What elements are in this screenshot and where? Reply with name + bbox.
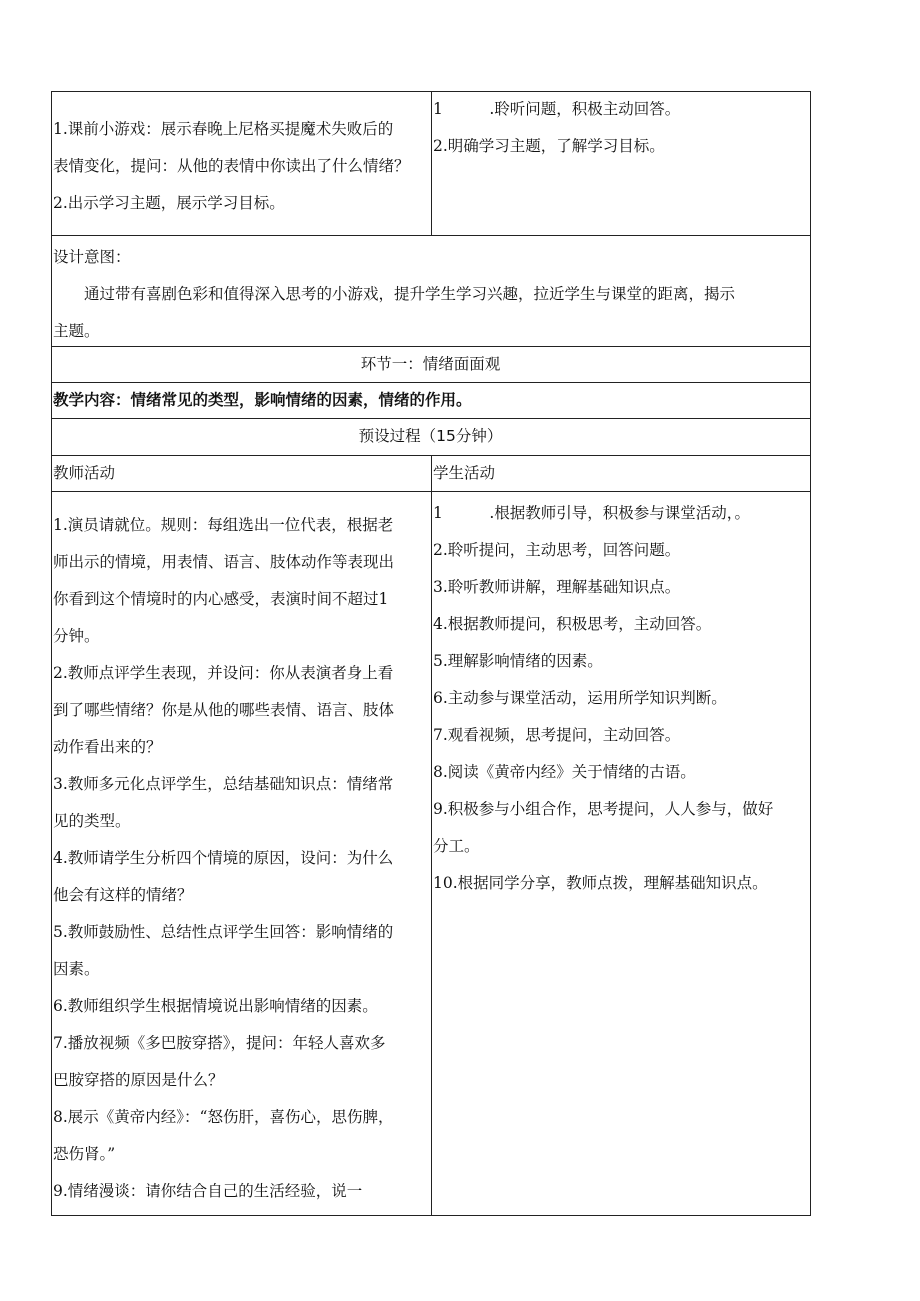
teacher-activity-line: 9.情绪漫谈：请你结合自己的生活经验，说一 — [53, 1182, 363, 1200]
teacher-activity-line: 师出示的情境，用表情、语言、肢体动作等表现出 — [53, 553, 395, 571]
lesson-plan-table — [51, 91, 811, 1216]
student-activity-line: 10.根据同学分享，教师点拨，理解基础知识点。 — [433, 874, 768, 892]
design-intent-cell — [53, 239, 809, 350]
teacher-activity-line: 8.展示《黄帝内经》：“怒伤肝，喜伤心，思伤脾， — [53, 1108, 394, 1126]
teacher-activity-header: 教师活动 — [53, 464, 116, 482]
teacher-activity-line: 见的类型。 — [53, 812, 131, 830]
design-intent-text: 通过带有喜剧色彩和值得深入思考的小游戏，提升学生学习兴趣，拉近学生与课堂的距离，揭示 — [53, 285, 736, 303]
intro-teacher-line: 1.课前小游戏：展示春晚上尼格买提魔术失败后的 — [53, 120, 394, 138]
design-intent-text: 主题。 — [53, 322, 100, 340]
teacher-activity-line: 巴胺穿搭的原因是什么？ — [53, 1071, 224, 1089]
teacher-activity-line: 4.教师请学生分析四个情境的原因，设问：为什么 — [53, 849, 394, 867]
teacher-activity-list — [53, 507, 431, 1210]
process-title: 预设过程（15分钟） — [358, 427, 503, 445]
teacher-activity-line: 5.教师鼓励性、总结性点评学生回答：影响情绪的 — [53, 923, 394, 941]
intro-teacher-cell — [53, 111, 431, 222]
student-activity-line: 6.主动参与课堂活动，运用所学知识判断。 — [433, 689, 727, 707]
teacher-activity-line: 你看到这个情境时的内心感受，表演时间不超过1 — [53, 590, 389, 608]
student-activity-line: 9.积极参与小组合作，思考提问，人人参与，做好 — [433, 800, 774, 818]
teaching-content: 教学内容：情绪常见的类型，影响情绪的因素，情绪的作用。 — [53, 391, 472, 409]
student-activity-header: 学生活动 — [433, 464, 496, 482]
teacher-activity-line: 3.教师多元化点评学生，总结基础知识点：情绪常 — [53, 775, 394, 793]
teacher-activity-line: 动作看出来的？ — [53, 738, 162, 756]
teacher-activity-line: 分钟。 — [53, 627, 100, 645]
teacher-activity-line: 7.播放视频《多巴胺穿搭》，提问：年轻人喜欢多 — [53, 1034, 386, 1052]
intro-student-line: 2.明确学习主题，了解学习目标。 — [433, 137, 665, 155]
teacher-activity-line: 因素。 — [53, 960, 100, 978]
intro-student-cell — [433, 91, 811, 165]
student-activity-line: 2.聆听提问，主动思考，回答问题。 — [433, 541, 681, 559]
teacher-activity-line: 2.教师点评学生表现，并设问：你从表演者身上看 — [53, 664, 394, 682]
teacher-activity-line: 恐伤肾。” — [53, 1145, 116, 1163]
student-activity-line: 7.观看视频，思考提问，主动回答。 — [433, 726, 681, 744]
student-activity-line: 8.阅读《黄帝内经》关于情绪的古语。 — [433, 763, 696, 781]
intro-teacher-line: 2.出示学习主题，展示学习目标。 — [53, 194, 285, 212]
column-divider — [431, 455, 432, 1215]
student-activity-line: 1 .根据教师引导，积极参与课堂活动，。 — [433, 504, 751, 522]
student-activity-list — [433, 495, 809, 902]
row-divider — [52, 235, 810, 236]
column-divider — [431, 92, 432, 235]
section-title: 环节一：情绪面面观 — [360, 355, 501, 373]
teacher-activity-line: 6.教师组织学生根据情境说出影响情绪的因素。 — [53, 997, 378, 1015]
teacher-activity-line: 他会有这样的情绪？ — [53, 886, 193, 904]
teacher-activity-line: 到了哪些情绪？你是从他的哪些表情、语言、肢体 — [53, 701, 395, 719]
student-activity-line: 3.聆听教师讲解，理解基础知识点。 — [433, 578, 681, 596]
intro-teacher-line: 表情变化，提问：从他的表情中你读出了什么情绪？ — [53, 157, 410, 175]
student-activity-line: 分工。 — [433, 837, 480, 855]
teacher-activity-line: 1.演员请就位。规则：每组选出一位代表，根据老 — [53, 516, 394, 534]
design-intent-label: 设计意图： — [53, 248, 131, 266]
student-activity-line: 4.根据教师提问，积极思考，主动回答。 — [433, 615, 712, 633]
student-activity-line: 5.理解影响情绪的因素。 — [433, 652, 603, 670]
intro-student-line: 1 .聆听问题，积极主动回答。 — [433, 100, 681, 118]
